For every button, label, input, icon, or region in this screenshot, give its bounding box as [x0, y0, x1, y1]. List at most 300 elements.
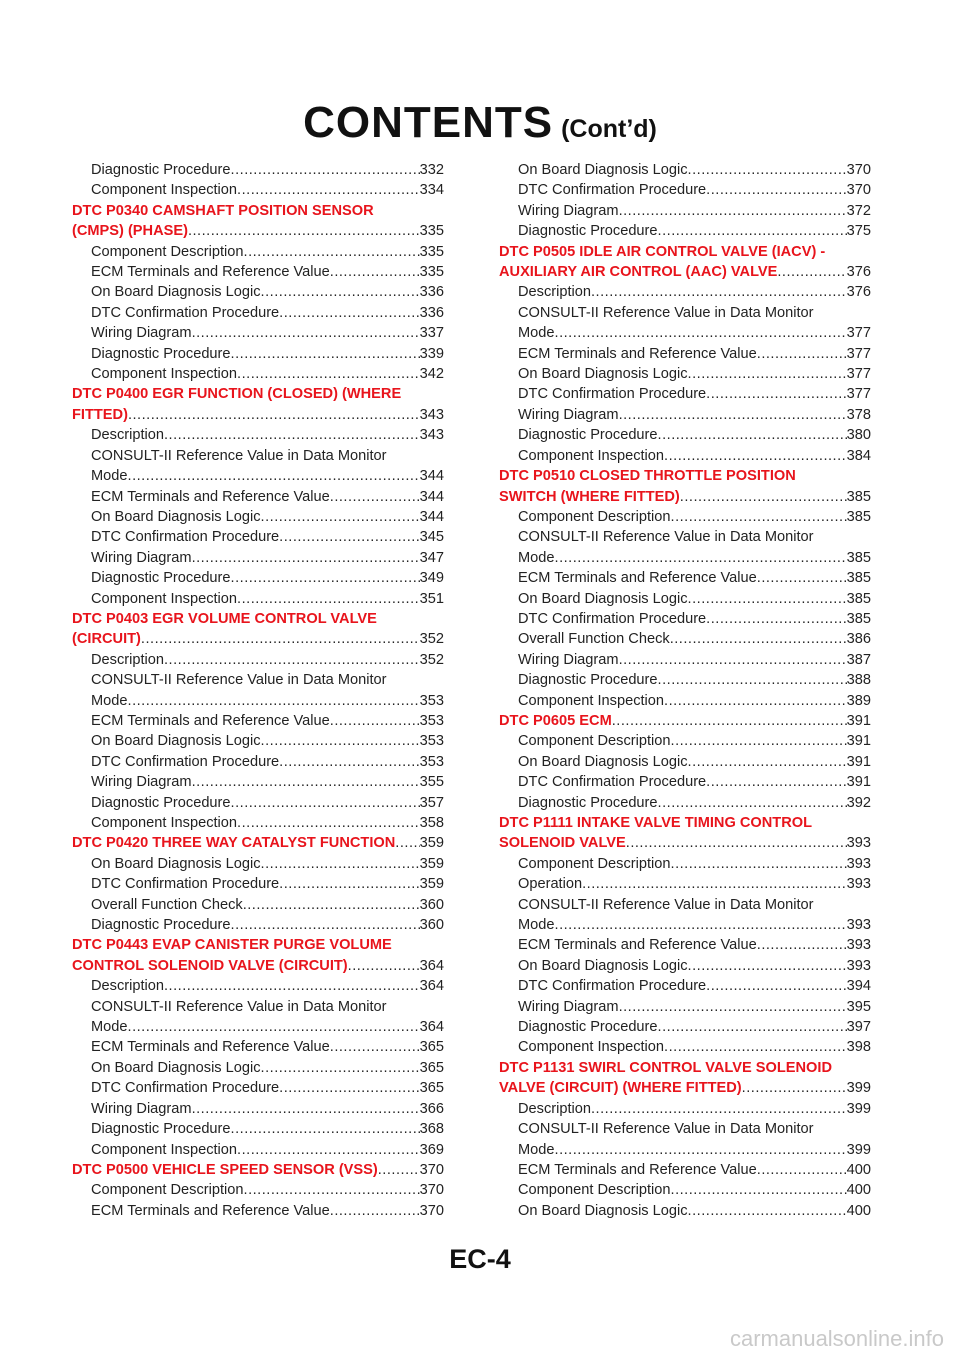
toc-entry[interactable]: [499, 1099, 871, 1119]
toc-section-heading[interactable]: [72, 1160, 444, 1180]
toc-entry[interactable]: [499, 1140, 871, 1160]
toc-leader-dots: [237, 589, 420, 609]
toc-entry-label: (CIRCUIT): [72, 631, 141, 648]
toc-leader-dots: [237, 364, 420, 384]
toc-entry[interactable]: [499, 1180, 871, 1200]
toc-leader-dots: [231, 915, 420, 935]
toc-entry[interactable]: [499, 1037, 871, 1057]
toc-leader-dots: [664, 1037, 847, 1057]
toc-entry-label: On Board Diagnosis Logic: [518, 957, 688, 974]
toc-entry[interactable]: [72, 507, 444, 527]
toc-entry[interactable]: [72, 466, 444, 486]
toc-entry[interactable]: [499, 691, 871, 711]
toc-entry[interactable]: [72, 446, 444, 466]
toc-leader-dots: [188, 221, 420, 241]
toc-entry[interactable]: [72, 527, 444, 547]
toc-entry[interactable]: [499, 589, 871, 609]
toc-entry[interactable]: [72, 874, 444, 894]
toc-entry[interactable]: [499, 854, 871, 874]
toc-entry[interactable]: [72, 262, 444, 282]
toc-entry[interactable]: [72, 548, 444, 568]
toc-leader-dots: [237, 1140, 420, 1160]
toc-leader-dots: [680, 487, 847, 507]
toc-entry[interactable]: [72, 160, 444, 180]
toc-page-number: 380: [846, 427, 871, 444]
toc-page-number: 399: [846, 1100, 871, 1117]
toc-leader-dots: [261, 731, 420, 751]
toc-entry-label: FITTED): [72, 406, 128, 423]
toc-entry[interactable]: [499, 405, 871, 425]
toc-section-heading[interactable]: [72, 405, 444, 425]
toc-entry[interactable]: [499, 344, 871, 364]
toc-leader-dots: [555, 915, 847, 935]
toc-page-number: 365: [419, 1080, 444, 1097]
toc-entry-label: Component Inspection: [91, 815, 238, 831]
toc-entry[interactable]: [499, 384, 871, 404]
toc-entry-label: Mode: [518, 917, 555, 934]
toc-entry-label: Wiring Diagram: [518, 998, 619, 1015]
toc-leader-dots: [688, 364, 847, 384]
toc-leader-dots: [619, 997, 847, 1017]
toc-leader-dots: [231, 344, 420, 364]
toc-entry[interactable]: [499, 507, 871, 527]
toc-entry-label: Mode: [91, 1019, 128, 1036]
toc-leader-dots: [237, 813, 420, 833]
toc-leader-dots: [261, 1058, 420, 1078]
toc-section-heading[interactable]: [72, 956, 444, 976]
toc-page-number: 377: [846, 366, 871, 383]
toc-entry-label: SWITCH (WHERE FITTED): [499, 488, 680, 505]
toc-leader-dots: [688, 752, 847, 772]
toc-entry-label: DTC Confirmation Procedure: [518, 978, 707, 995]
toc-entry-label: CONSULT-II Reference Value in Data Monitor: [91, 672, 387, 689]
toc-entry[interactable]: [72, 1119, 444, 1139]
toc-page-number: 372: [846, 202, 871, 219]
toc-entry[interactable]: [499, 1201, 871, 1221]
toc-page-number: 397: [846, 1019, 871, 1036]
toc-page-number: 399: [846, 1141, 871, 1158]
toc-page-number: 339: [419, 345, 444, 362]
toc-entry[interactable]: [72, 425, 444, 445]
toc-entry-label: Diagnostic Procedure: [518, 672, 658, 689]
toc-leader-dots: [261, 282, 420, 302]
toc-entry[interactable]: [499, 180, 871, 200]
toc-column-left: [72, 160, 444, 1221]
toc-entry-label: Description: [91, 978, 164, 995]
toc-entry-label: Component Inspection: [518, 692, 665, 709]
toc-leader-dots: [330, 487, 420, 507]
toc-entry[interactable]: [72, 813, 444, 833]
toc-section-heading[interactable]: [499, 711, 871, 731]
toc-entry-label: CONSULT-II Reference Value in Data Monitor: [518, 529, 814, 546]
toc-entry[interactable]: [499, 650, 871, 670]
toc-entry-label: CONSULT-II Reference Value in Data Monitor: [518, 1121, 814, 1138]
toc-leader-dots: [128, 1017, 420, 1037]
toc-leader-dots: [619, 405, 847, 425]
toc-section-heading[interactable]: [499, 1058, 871, 1078]
toc-entry[interactable]: [499, 976, 871, 996]
toc-section-heading[interactable]: [72, 833, 444, 853]
watermark: carmanualsonline.info: [729, 1326, 944, 1351]
toc-entry[interactable]: [72, 854, 444, 874]
toc-entry[interactable]: [72, 915, 444, 935]
toc-section-heading[interactable]: [499, 487, 871, 507]
toc-entry[interactable]: [499, 772, 871, 792]
toc-entry-label: On Board Diagnosis Logic: [91, 284, 261, 301]
toc-section-heading[interactable]: [72, 935, 444, 955]
toc-page-number: 395: [846, 998, 871, 1015]
toc-page-number: 359: [419, 835, 444, 852]
toc-page-number: 337: [419, 325, 444, 342]
toc-page-number: 357: [419, 794, 444, 811]
toc-entry-label: On Board Diagnosis Logic: [518, 753, 688, 770]
toc-leader-dots: [128, 466, 420, 486]
toc-page-number: 378: [846, 406, 871, 423]
toc-page-number: 393: [846, 957, 871, 974]
toc-page-number: 377: [846, 325, 871, 342]
toc-entry[interactable]: [499, 895, 871, 915]
toc-entry[interactable]: [72, 323, 444, 343]
toc-entry[interactable]: [499, 160, 871, 180]
toc-leader-dots: [231, 793, 420, 813]
toc-section-heading[interactable]: [499, 833, 871, 853]
toc-leader-dots: [330, 262, 420, 282]
toc-entry-label: SOLENOID VALVE: [499, 835, 626, 852]
toc-page-number: 368: [419, 1121, 444, 1138]
toc-entry[interactable]: [72, 1058, 444, 1078]
toc-entry-label: Wiring Diagram: [91, 325, 192, 342]
toc-entry[interactable]: [72, 1017, 444, 1037]
toc-leader-dots: [237, 180, 420, 200]
toc-page-number: 353: [419, 692, 444, 709]
toc-entry[interactable]: [72, 487, 444, 507]
toc-page-number: 349: [419, 570, 444, 587]
toc-section-heading[interactable]: [72, 629, 444, 649]
toc-section-heading[interactable]: [72, 221, 444, 241]
toc-page-number: 351: [419, 590, 444, 607]
toc-entry[interactable]: [499, 874, 871, 894]
toc-leader-dots: [192, 1099, 420, 1119]
toc-page-number: 334: [419, 182, 444, 199]
toc-page-number: 370: [419, 1182, 444, 1199]
toc-entry-label: Diagnostic Procedure: [518, 427, 658, 444]
toc-page-number: 391: [846, 733, 871, 750]
toc-page-number: 343: [419, 427, 444, 444]
toc-entry[interactable]: [499, 568, 871, 588]
toc-page-number: 336: [419, 284, 444, 301]
toc-entry[interactable]: [72, 711, 444, 731]
toc-leader-dots: [231, 1119, 420, 1139]
toc-page-number: 391: [846, 753, 871, 770]
toc-page-number: 359: [419, 876, 444, 893]
toc-page-number: 335: [419, 243, 444, 260]
toc-entry-label: DTC P0420 THREE WAY CATALYST FUNCTION: [72, 835, 396, 852]
toc-entry-label: DTC P1111 INTAKE VALVE TIMING CONTROL: [499, 815, 812, 831]
toc-entry-label: Wiring Diagram: [91, 774, 192, 791]
toc-leader-dots: [244, 242, 420, 262]
page-title: [0, 98, 960, 148]
toc-entry[interactable]: [499, 303, 871, 323]
toc-entry-label: Wiring Diagram: [518, 651, 619, 668]
toc-entry-label: Diagnostic Procedure: [91, 570, 231, 587]
toc-page-number: 366: [419, 1100, 444, 1117]
toc-leader-dots: [330, 1037, 420, 1057]
toc-entry-label: DTC P0400 EGR FUNCTION (CLOSED) (WHERE: [72, 386, 402, 403]
toc-entry[interactable]: [72, 568, 444, 588]
toc-entry-label: (CMPS) (PHASE): [72, 223, 188, 240]
toc-page-number: 393: [846, 917, 871, 934]
toc-entry-label: DTC Confirmation Procedure: [518, 182, 707, 199]
toc-page-number: 365: [419, 1039, 444, 1056]
toc-entry[interactable]: [72, 589, 444, 609]
toc-entry-label: CONSULT-II Reference Value in Data Monitor: [91, 447, 387, 464]
toc-entry[interactable]: [72, 344, 444, 364]
toc-entry-label: ECM Terminals and Reference Value: [91, 712, 330, 729]
toc-entry[interactable]: [72, 1099, 444, 1119]
toc-entry-label: Wiring Diagram: [518, 202, 619, 219]
toc-leader-dots: [757, 1160, 847, 1180]
toc-entry-label: ECM Terminals and Reference Value: [91, 488, 330, 505]
toc-entry[interactable]: [499, 915, 871, 935]
toc-page-number: 345: [419, 529, 444, 546]
toc-entry-label: Component Inspection: [518, 447, 665, 464]
toc-page-number: 387: [846, 651, 871, 668]
toc-entry[interactable]: [499, 935, 871, 955]
toc-entry[interactable]: [499, 997, 871, 1017]
toc-entry-label: AUXILIARY AIR CONTROL (AAC) VALVE: [499, 264, 778, 281]
toc-entry[interactable]: [72, 650, 444, 670]
toc-entry[interactable]: [499, 446, 871, 466]
toc-leader-dots: [671, 731, 847, 751]
toc-entry[interactable]: [72, 997, 444, 1017]
toc-leader-dots: [591, 1099, 847, 1119]
toc-section-heading[interactable]: [499, 242, 871, 262]
toc-entry-label: Component Inspection: [91, 590, 238, 607]
toc-entry-label: Diagnostic Procedure: [518, 1019, 658, 1036]
toc-section-heading[interactable]: [499, 466, 871, 486]
toc-leader-dots: [164, 425, 420, 445]
toc-leader-dots: [658, 221, 847, 241]
toc-page-number: 393: [846, 835, 871, 852]
toc-entry-label: On Board Diagnosis Logic: [91, 733, 261, 750]
toc-page-number: 393: [846, 855, 871, 872]
toc-entry[interactable]: [72, 364, 444, 384]
toc-entry-label: Mode: [91, 468, 128, 485]
toc-entry[interactable]: [499, 1017, 871, 1037]
toc-section-heading[interactable]: [72, 609, 444, 629]
toc-page-number: 364: [419, 1019, 444, 1036]
toc-entry[interactable]: [499, 282, 871, 302]
toc-section-heading[interactable]: [72, 201, 444, 221]
toc-entry[interactable]: [499, 752, 871, 772]
toc-leader-dots: [619, 201, 847, 221]
toc-entry[interactable]: [499, 731, 871, 751]
toc-entry-label: Description: [91, 651, 164, 668]
toc-page-number: 369: [419, 1141, 444, 1158]
toc-entry[interactable]: [499, 221, 871, 241]
toc-leader-dots: [330, 711, 420, 731]
toc-leader-dots: [706, 772, 846, 792]
toc-column-right: [499, 160, 871, 1221]
toc-entry-label: Wiring Diagram: [91, 1100, 192, 1117]
toc-entry-label: Component Description: [518, 508, 671, 525]
toc-entry-label: DTC Confirmation Procedure: [518, 386, 707, 403]
toc-entry[interactable]: [72, 772, 444, 792]
toc-leader-dots: [777, 262, 846, 282]
toc-entry-label: On Board Diagnosis Logic: [91, 508, 261, 525]
toc-entry-label: Mode: [518, 325, 555, 342]
toc-entry-label: Description: [518, 284, 591, 301]
toc-entry[interactable]: [499, 548, 871, 568]
toc-page-number: 359: [419, 855, 444, 872]
toc-entry[interactable]: [499, 425, 871, 445]
toc-page-number: 385: [846, 590, 871, 607]
toc-entry-label: Diagnostic Procedure: [518, 794, 658, 811]
toc-entry[interactable]: [72, 793, 444, 813]
toc-entry[interactable]: [72, 282, 444, 302]
toc-entry-label: DTC P1131 SWIRL CONTROL VALVE SOLENOID: [499, 1059, 833, 1076]
toc-entry[interactable]: [72, 1140, 444, 1160]
toc-page-number: 342: [419, 366, 444, 383]
toc-entry-label: ECM Terminals and Reference Value: [91, 1202, 330, 1219]
toc-leader-dots: [658, 793, 847, 813]
toc-entry[interactable]: [72, 976, 444, 996]
toc-page-number: 399: [846, 1080, 871, 1097]
toc-leader-dots: [192, 323, 420, 343]
toc-entry[interactable]: [72, 242, 444, 262]
toc-leader-dots: [192, 772, 420, 792]
toc-entry-label: DTC Confirmation Procedure: [518, 774, 707, 791]
toc-page-number: 385: [846, 570, 871, 587]
toc-entry[interactable]: [72, 895, 444, 915]
toc-entry[interactable]: [72, 303, 444, 323]
page-title-sub: (Cont’d): [561, 115, 657, 143]
toc-leader-dots: [757, 344, 847, 364]
toc-section-heading[interactable]: [72, 384, 444, 404]
toc-entry[interactable]: [72, 180, 444, 200]
toc-entry-label: On Board Diagnosis Logic: [518, 162, 688, 178]
toc-page-number: 370: [846, 182, 871, 199]
toc-entry-label: DTC P0505 IDLE AIR CONTROL VALVE (IACV) -: [499, 243, 826, 260]
toc-leader-dots: [330, 1201, 420, 1221]
toc-entry-label: ECM Terminals and Reference Value: [518, 1161, 757, 1178]
toc-entry-label: Component Inspection: [91, 1141, 238, 1158]
toc-entry[interactable]: [72, 1201, 444, 1221]
toc-page-number: 335: [419, 223, 444, 240]
toc-entry[interactable]: [72, 1037, 444, 1057]
toc-page-number: 386: [846, 631, 871, 648]
toc-entry-label: DTC P0605 ECM: [499, 712, 612, 729]
toc-section-heading[interactable]: [499, 813, 871, 833]
toc-leader-dots: [261, 507, 420, 527]
toc-entry-label: Mode: [518, 1141, 555, 1158]
toc-section-heading[interactable]: [499, 1078, 871, 1098]
toc-page-number: 398: [846, 1039, 871, 1056]
toc-page-number: 391: [846, 774, 871, 791]
toc-leader-dots: [555, 548, 847, 568]
toc-entry-label: Overall Function Check: [91, 896, 243, 913]
toc-leader-dots: [555, 1140, 847, 1160]
toc-leader-dots: [192, 548, 420, 568]
toc-entry[interactable]: [499, 670, 871, 690]
toc-entry-label: Mode: [91, 692, 128, 709]
toc-leader-dots: [658, 670, 847, 690]
toc-entry-label: Component Description: [91, 1182, 244, 1199]
toc-page-number: 344: [419, 468, 444, 485]
toc-entry[interactable]: [499, 793, 871, 813]
page-number: EC-4: [449, 1244, 511, 1274]
toc-entry[interactable]: [72, 1078, 444, 1098]
toc-leader-dots: [671, 507, 847, 527]
toc-entry-label: DTC Confirmation Procedure: [518, 610, 707, 627]
toc-entry-label: On Board Diagnosis Logic: [518, 590, 688, 607]
toc-page-number: 358: [419, 815, 444, 831]
toc-entry-label: CONTROL SOLENOID VALVE (CIRCUIT): [72, 957, 348, 974]
toc-page-number: 385: [846, 488, 871, 505]
toc-page-number: 365: [419, 1059, 444, 1076]
toc-leader-dots: [378, 1160, 420, 1180]
toc-leader-dots: [688, 160, 847, 180]
toc-leader-dots: [231, 568, 420, 588]
toc-entry[interactable]: [72, 1180, 444, 1200]
toc-entry-label: DTC P0403 EGR VOLUME CONTROL VALVE: [72, 610, 377, 627]
toc-page-number: 400: [846, 1182, 871, 1199]
toc-leader-dots: [128, 405, 420, 425]
toc-entry[interactable]: [72, 731, 444, 751]
toc-entry-label: DTC Confirmation Procedure: [91, 753, 280, 770]
toc-leader-dots: [706, 180, 846, 200]
toc-section-heading[interactable]: [499, 262, 871, 282]
toc-entry-label: ECM Terminals and Reference Value: [91, 1039, 330, 1056]
toc-leader-dots: [348, 956, 420, 976]
toc-entry[interactable]: [499, 1119, 871, 1139]
toc-page-number: 391: [846, 712, 871, 729]
toc-entry[interactable]: [499, 201, 871, 221]
toc-entry-label: Overall Function Check: [518, 631, 670, 648]
toc-entry[interactable]: [499, 609, 871, 629]
toc-entry[interactable]: [72, 670, 444, 690]
toc-page-number: 370: [419, 1161, 444, 1178]
toc-entry[interactable]: [499, 527, 871, 547]
toc-page-number: 389: [846, 692, 871, 709]
toc-entry[interactable]: [499, 323, 871, 343]
toc-page-number: 336: [419, 304, 444, 321]
toc-page-number: 376: [846, 284, 871, 301]
toc-leader-dots: [658, 1017, 847, 1037]
toc-page-number: 352: [419, 631, 444, 648]
toc-page-number: 364: [419, 978, 444, 995]
toc-entry[interactable]: [72, 752, 444, 772]
toc-entry-label: DTC P0443 EVAP CANISTER PURGE VOLUME: [72, 937, 392, 954]
toc-page-number: 393: [846, 937, 871, 954]
toc-entry[interactable]: [499, 956, 871, 976]
toc-entry[interactable]: [72, 691, 444, 711]
toc-entry[interactable]: [499, 364, 871, 384]
toc-page-number: 400: [846, 1202, 871, 1219]
toc-entry[interactable]: [499, 629, 871, 649]
toc-entry[interactable]: [499, 1160, 871, 1180]
toc-entry-label: On Board Diagnosis Logic: [91, 1059, 261, 1076]
toc-entry-label: On Board Diagnosis Logic: [91, 855, 261, 872]
toc-entry-label: Diagnostic Procedure: [91, 345, 231, 362]
toc-leader-dots: [670, 629, 847, 649]
toc-page-number: 385: [846, 549, 871, 566]
toc-entry-label: Component Description: [518, 1182, 671, 1199]
toc-page-number: 352: [419, 651, 444, 668]
toc-entry-label: On Board Diagnosis Logic: [518, 366, 688, 383]
toc-leader-dots: [244, 1180, 420, 1200]
toc-entry-label: Component Description: [518, 733, 671, 750]
